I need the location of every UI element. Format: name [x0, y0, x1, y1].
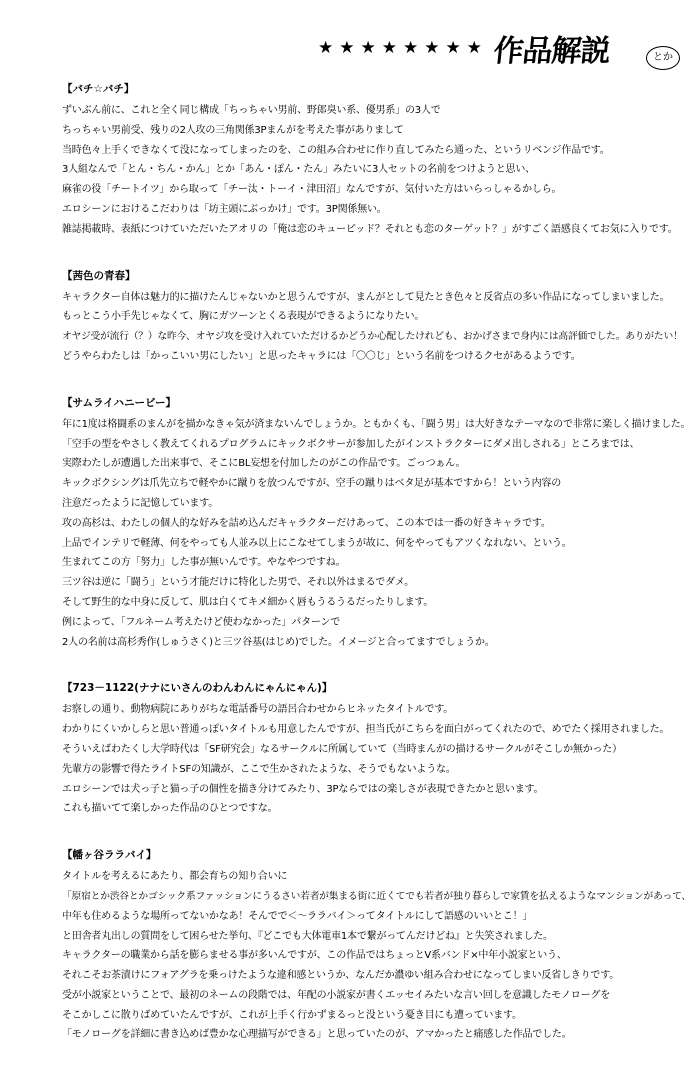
- text-line: 受が小説家ということで、最初のネームの段階では、年配の小説家が書くエッセイみたいな言い回しを意識したモノローグを: [62, 989, 610, 1001]
- text-line: ずいぶん前に、これと全く同じ構成「ちっちゃい男前、野郎臭い系、優男系」の3人で: [62, 105, 441, 116]
- section-hatagaya-lullaby: [62, 847, 692, 1045]
- author-label: とか: [646, 46, 680, 70]
- text-line: 上品でインテリで軽薄、何をやっても人並み以上にこなせてしまうが故に、何をやってもアツくなれない、という。: [62, 537, 572, 549]
- section-heading: 【茜色の青春】: [62, 269, 136, 282]
- section-heading: 【バチ☆バチ】: [62, 83, 135, 95]
- section-723-1122: [62, 680, 692, 819]
- text-line: どうやらわたしは「かっこいい男にしたい」と思ったキャラには「〇〇じ」という名前をつけるクセがあるようです。: [62, 350, 581, 362]
- section-akaneiro-no-seishun: [62, 268, 692, 367]
- text-line: 「空手の型をやさしく教えてくれるプログラムにキックボクサーが参加したがインストラクターにダメ出しされる」ところまでは、: [62, 438, 640, 450]
- text-line: 先輩方の影響で得たライトSFの知識が、ここで生かされたような、そうでもないような。: [62, 763, 456, 775]
- text-line: キックボクシングは爪先立ちで軽やかに蹴りを放つんですが、空手の蹴りはベタ足が基本ですから！という内容の: [62, 478, 562, 490]
- text-line: 当時色々上手くできなくて没になってしまったのを、この組み合わせに作り直してみたら通った、というリベンジ作品です。: [62, 144, 610, 156]
- text-line: ちっちゃい男前受、残りの2人攻の三角関係3Pまんがを考えた事がありまして: [62, 124, 404, 136]
- page-header: [0, 0, 700, 80]
- commentary-body: [62, 81, 692, 1073]
- text-line: 2人の名前は高杉秀作(しゅうさく)と三ツ谷基(はじめ)でした。イメージと合ってますでしょうか。: [62, 636, 495, 648]
- text-line: お察しの通り、動物病院にありがちな電話番号の語呂合わせからヒネッたタイトルです。: [62, 704, 453, 716]
- text-line: 年に1度は格闘系のまんがを描かなきゃ気が済まないんでしょうか。ともかくも、「闘う男」は大好きなテーマなので非常に楽しく描けました。: [62, 418, 691, 430]
- text-line: 攻の高杉は、わたしの個人的な好みを詰め込んだキャラクターだけあって、この本では一番の好きキャラです。: [62, 517, 551, 529]
- text-line: もっとこう小手先じゃなくて、胸にガツーンとくる表現ができるようになりたい。: [62, 311, 425, 323]
- text-line: そういえばわたくし大学時代は「SF研究会」なるサークルに所属していて（当時まんがの描けるサークルがそこしか無かった）: [62, 743, 622, 755]
- section-heading: 【723－1122(ナナにいさんのわんわんにゃんにゃん)】: [62, 682, 333, 695]
- text-line: 例によって、「フルネーム考えたけど使わなかった」パターンで: [62, 616, 341, 628]
- page-title: 作品解説: [491, 34, 612, 69]
- text-line: わかりにくいかしらと思い普通っぽいタイトルも用意したんですが、担当氏がこちらを面白がってくれたので、めでたく採用されました。: [62, 724, 670, 736]
- text-line: 実際わたしが遭遇した出来事で、そこにBL妄想を付加したのがこの作品です。ごっつぁん。: [62, 458, 466, 470]
- text-line: キャラクターの職業から話を膨らませる事が多いんですが、この作品ではちょっとV系バンド×中年小説家という、: [62, 950, 567, 962]
- text-line: 三ツ谷は逆に「闘う」という才能だけに特化した男で、それ以外はまるでダメ。: [62, 577, 414, 589]
- text-line: それこそお茶漬けにフォアグラを乗っけたような違和感というか、なんだか濃ゆい組み合わせになってしまい反省しきりです。: [62, 970, 619, 982]
- text-line: 「原宿とか渋谷とかゴシック系ファッションにうるさい若者が集まる街に近くてでも若者が独り暮らしで家賃を払えるようなマンションがあって、: [62, 890, 691, 902]
- text-line: と田舎者丸出しの質問をして困らせた挙句、『どこでも大体電車1本で繋がってんだけどね』と失笑されました。: [62, 930, 553, 942]
- text-line: エロシーンでは犬っ子と猫っ子の個性を描き分けてみたり、3Pならではの楽しさが表現できたかと思います。: [62, 783, 544, 795]
- text-line: 注意だったように記憶しています。: [62, 497, 218, 509]
- text-line: 雑誌掲載時、表紙につけていただいたアオリの「俺は恋のキューピッド？それとも恋のターゲット？」がすごく語感良くてお気に入りです。: [62, 223, 678, 235]
- text-line: そして野生的な中身に反して、肌は白くてキメ細かく唇もうるうるだったりします。: [62, 596, 434, 608]
- star-divider: ★★★★★★★★: [318, 38, 488, 58]
- text-line: 中年も住めるような場所ってないかなあ！そんでで＜～ララバイ＞ってタイトルにして語感のいいとこ！」: [62, 910, 533, 922]
- section-samurai-honeybee: [62, 395, 692, 653]
- text-line: これも描いてて楽しかった作品のひとつですな。: [62, 803, 278, 815]
- section-heading: 【サムライハニービー】: [62, 396, 177, 409]
- section-bachi-bachi: [62, 81, 692, 240]
- text-line: タイトルを考えるにあたり、都会育ちの知り合いに: [62, 871, 288, 883]
- text-line: エロシーンにおけるこだわりは「坊主頭にぶっかけ」です。3P関係無い。: [62, 203, 387, 215]
- text-line: そこかしこに散りばめていたんですが、これが上手く行かずまるっと没という憂き目にも遭っています。: [62, 1009, 522, 1021]
- section-heading: 【幡ヶ谷ララバイ】: [62, 849, 157, 862]
- text-line: 生まれてこの方「努力」した事が無いんです。やなやつですね。: [62, 557, 346, 569]
- text-line: キャラクター自体は魅力的に描けたんじゃないかと思うんですが、まんがとして見たとき色々と反省点の多い作品になってしまいました。: [62, 291, 670, 303]
- text-line: オヤジ受が流行（？）な昨今、オヤジ攻を受け入れていただけるかどうか心配したけれども、おかげさまで身内には高評価でした。ありがたい！: [62, 331, 683, 343]
- text-line: 「モノローグを詳細に書き込めば豊かな心理描写ができる」と思っていたのが、アマかったと痛感した作品でした。: [62, 1029, 572, 1041]
- text-line: 3人組なんで「とん・ちん・かん」とか「あん・ぽん・たん」みたいに3人セットの名前をつけようと思い、: [62, 164, 535, 176]
- text-line: 麻雀の役「チートイツ」から取って「チー汰・トーイ・津田沼」なんですが、気付いた方はいらっしゃるかしら。: [62, 184, 562, 196]
